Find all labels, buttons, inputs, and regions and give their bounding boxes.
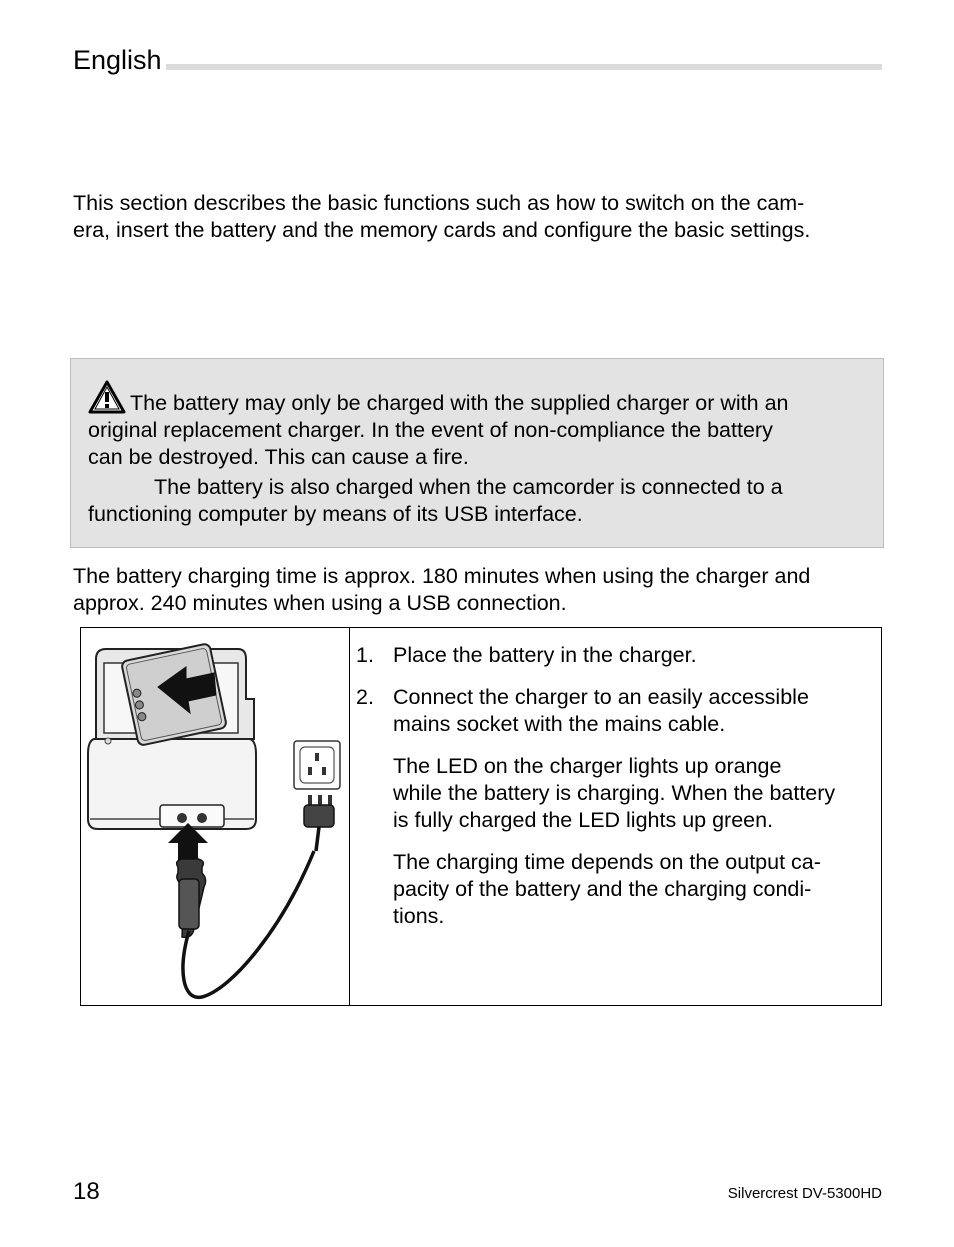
header-rule [166,64,882,70]
warning-triangle-icon [88,380,126,414]
step-item [356,642,876,669]
usb-note-line-1: The battery is also charged when the camcorder is connected to a [154,475,783,499]
step-number: 1. [356,643,374,667]
usb-note-line-2: functioning computer by means of its USB interface. [88,502,583,526]
charging-time-note: The charging time depends on the output ca- pacity of the battery and the charging condi- tions. [393,850,821,928]
page-language-title: English [73,45,162,75]
warning-line-3: can be destroyed. This can cause a fire. [88,445,469,469]
warning-text [88,380,863,471]
charging-time-line-2: approx. 240 minutes when using a USB connection. [73,591,567,615]
table-divider [349,627,350,1006]
charger-illustration [82,629,348,1004]
step-number: 2. [356,685,374,709]
charging-steps [356,642,876,945]
usb-note [88,474,863,528]
warning-line-1: The battery may only be charged with the supplied charger or with an [130,391,789,415]
step-text: Place the battery in the charger. [393,643,697,667]
step-text: Connect the charger to an easily accessible mains socket with the mains cable. [393,685,809,736]
intro-paragraph: This section describes the basic functions such as how to switch on the cam- era, insert the battery and the memory cards and configure the basic settings. [73,191,811,242]
warning-line-2: original replacement charger. In the event of non-compliance the battery [88,418,773,442]
page-number: 18 [73,1178,100,1205]
product-model: Silvercrest DV-5300HD [727,1185,882,1202]
charging-time-line-1: The battery charging time is approx. 180 minutes when using the charger and [73,564,811,588]
charging-time-paragraph [73,563,885,617]
step-item [356,684,876,738]
led-note: The LED on the charger lights up orange while the battery is charging. When the battery is fully charged the LED lights up green. [393,754,836,832]
